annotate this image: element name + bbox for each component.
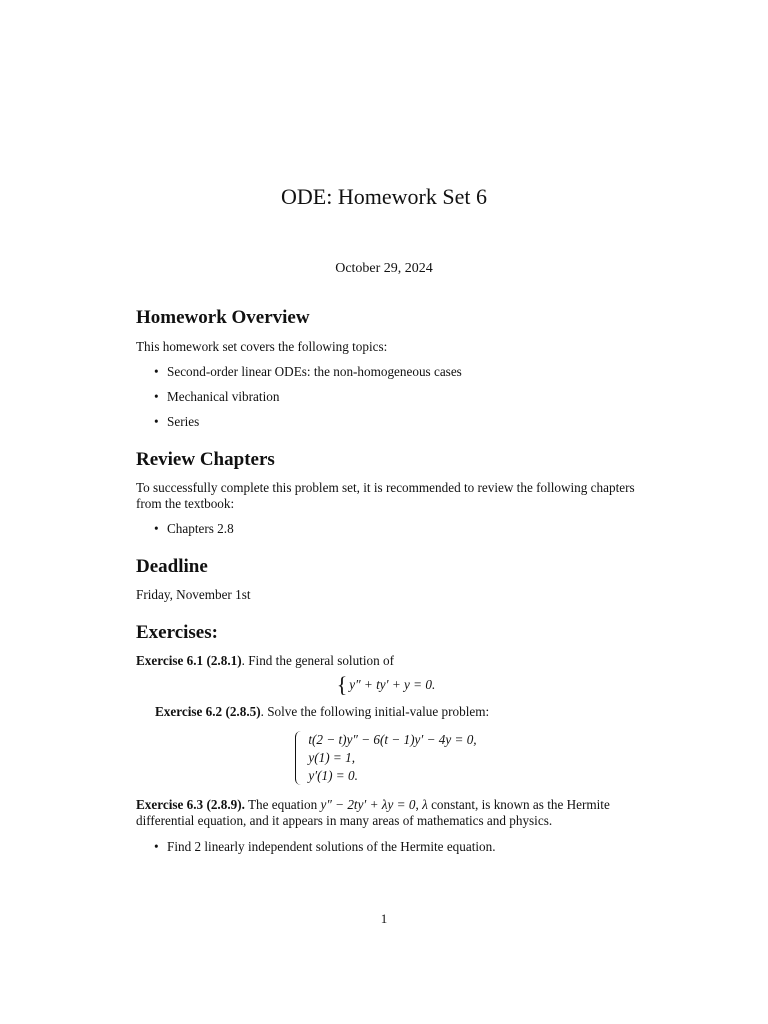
system-line: t(2 − t)y″ − 6(t − 1)y′ − 4y = 0, bbox=[308, 732, 477, 747]
overview-heading: Homework Overview bbox=[136, 307, 310, 328]
system-lines bbox=[308, 731, 476, 785]
list-item: • Find 2 linearly independent solutions of the Hermite equation. bbox=[136, 839, 636, 855]
overview-list bbox=[136, 364, 636, 430]
exercise-6-2-system bbox=[136, 731, 636, 785]
exercise-6-1 bbox=[136, 653, 636, 669]
list-item: • Series bbox=[136, 414, 636, 430]
review-heading: Review Chapters bbox=[136, 449, 275, 470]
exercise-text: . Find the general solution of bbox=[241, 653, 394, 668]
list-item: • Second-order linear ODEs: the non-homogeneous cases bbox=[136, 364, 636, 380]
exercise-text: . Solve the following initial-value problem: bbox=[260, 704, 490, 719]
exercise-text: constant, is known as the Hermite differential equation, and it appears in many areas of mathematics and physics. bbox=[136, 797, 610, 828]
system-line: y′(1) = 0. bbox=[308, 768, 358, 783]
lambda-symbol: λ bbox=[422, 797, 428, 812]
exercise-text: , bbox=[415, 797, 423, 812]
page-number: 1 bbox=[380, 911, 388, 926]
left-brace-icon: { bbox=[336, 672, 348, 697]
exercise-6-1-equation bbox=[136, 672, 636, 697]
list-item: • Chapters 2.8 bbox=[136, 521, 636, 537]
overview-intro: This homework set covers the following topics: bbox=[136, 339, 388, 354]
exercise-label: Exercise 6.1 (2.8.1) bbox=[136, 653, 242, 668]
hermite-equation: y″ − 2ty′ + λy = 0 bbox=[320, 797, 416, 812]
exercise-label: Exercise 6.2 (2.8.5) bbox=[155, 704, 261, 719]
document-date: October 29, 2024 bbox=[335, 261, 433, 276]
review-list bbox=[136, 521, 636, 537]
exercise-6-2 bbox=[136, 704, 636, 720]
exercise-label: Exercise 6.3 (2.8.9). bbox=[136, 797, 245, 812]
document-body bbox=[136, 307, 636, 855]
exercise-6-3-list bbox=[136, 839, 636, 855]
review-intro: To successfully complete this problem set, it is recommended to review the following chapters from the textbook: bbox=[136, 480, 635, 511]
left-brace-icon bbox=[295, 731, 304, 785]
system-line: y(1) = 1, bbox=[308, 750, 355, 765]
deadline-text: Friday, November 1st bbox=[136, 587, 251, 602]
exercise-6-3 bbox=[136, 797, 636, 829]
list-item: • Mechanical vibration bbox=[136, 389, 636, 405]
deadline-heading: Deadline bbox=[136, 556, 208, 577]
document-title: ODE: Homework Set 6 bbox=[281, 184, 487, 209]
equation-text: y″ + ty′ + y = 0. bbox=[349, 677, 436, 692]
exercise-text: The equation bbox=[244, 797, 321, 812]
exercises-heading: Exercises: bbox=[136, 622, 218, 643]
